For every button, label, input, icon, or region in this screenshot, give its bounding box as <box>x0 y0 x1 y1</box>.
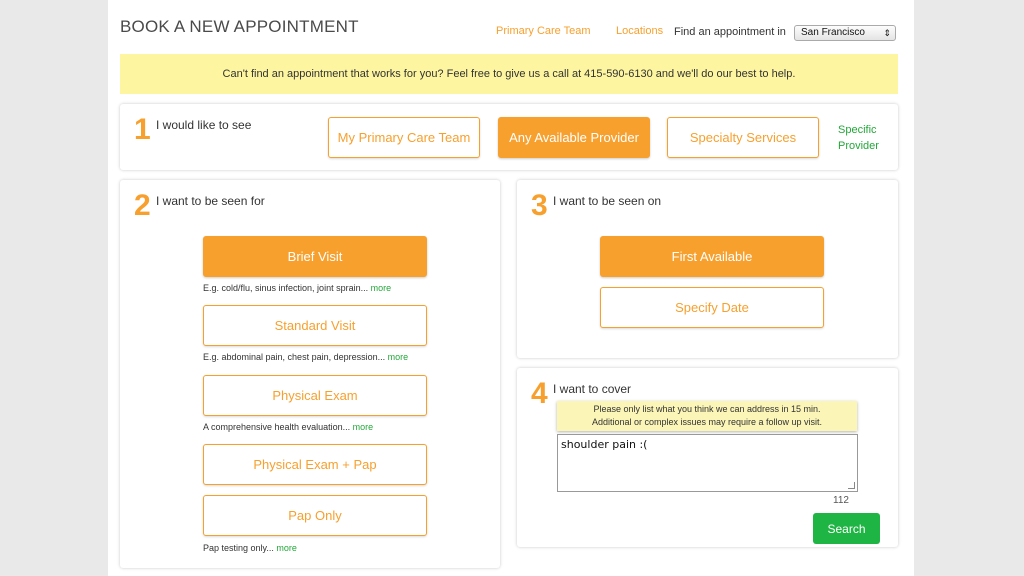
step3-card <box>517 180 898 358</box>
tooltip-line: Please only list what you think we can address in 15 min. <box>593 404 821 414</box>
character-count: 112 <box>833 495 849 506</box>
visit-hint-text: A comprehensive health evaluation... <box>203 422 351 432</box>
step-number: 3 <box>531 189 548 222</box>
help-banner: Can't find an appointment that works for you? Feel free to give us a call at 415-590-6130 and we'll do our best to help. <box>120 54 898 94</box>
visit-hint <box>203 283 391 293</box>
visit-hint-text: E.g. cold/flu, sinus infection, joint sprain... <box>203 283 369 293</box>
first-available-button[interactable]: First Available <box>600 236 824 277</box>
locations-link[interactable]: Locations <box>616 25 664 37</box>
resize-handle-icon[interactable] <box>848 482 855 489</box>
scope-tooltip <box>557 401 857 431</box>
location-select-value: San Francisco <box>801 27 865 38</box>
step4-card <box>517 368 898 547</box>
visit-pap-only-button[interactable]: Pap Only <box>203 495 427 536</box>
page-title: BOOK A NEW APPOINTMENT <box>120 17 359 36</box>
specific-provider-link[interactable] <box>838 122 879 154</box>
location-select[interactable] <box>794 25 896 41</box>
visit-hint <box>203 543 297 553</box>
specific-provider-line2: Provider <box>838 140 879 152</box>
visit-hint-text: Pap testing only... <box>203 543 274 553</box>
step-number: 2 <box>134 189 151 222</box>
more-link[interactable]: more <box>370 283 392 293</box>
visit-physical-exam-pap-button[interactable]: Physical Exam + Pap <box>203 444 427 485</box>
select-arrows-icon: ⇕ <box>883 28 891 38</box>
visit-hint-text: E.g. abdominal pain, chest pain, depression... <box>203 352 386 362</box>
page <box>108 0 914 576</box>
visit-standard-button[interactable]: Standard Visit <box>203 305 427 346</box>
option-specialty-services[interactable]: Specialty Services <box>667 117 819 158</box>
step1-card <box>120 104 898 170</box>
option-my-primary-care-team[interactable]: My Primary Care Team <box>328 117 480 158</box>
specify-date-button[interactable]: Specify Date <box>600 287 824 328</box>
visit-hint <box>203 352 408 362</box>
option-any-available-provider[interactable]: Any Available Provider <box>498 117 650 158</box>
visit-brief-button[interactable]: Brief Visit <box>203 236 427 277</box>
step4-label: I want to cover <box>553 382 632 396</box>
primary-care-team-link[interactable]: Primary Care Team <box>496 25 591 37</box>
more-link[interactable]: more <box>387 352 409 362</box>
tooltip-line: Additional or complex issues may require a follow up visit. <box>591 417 823 427</box>
more-link[interactable]: more <box>352 422 374 432</box>
more-link[interactable]: more <box>276 543 297 553</box>
step-number: 1 <box>134 113 151 146</box>
search-button[interactable]: Search <box>813 513 880 544</box>
visit-physical-exam-button[interactable]: Physical Exam <box>203 375 427 416</box>
step-number: 4 <box>531 377 548 410</box>
find-appointment-label: Find an appointment in <box>674 26 786 38</box>
step2-card <box>120 180 500 568</box>
step3-label: I want to be seen on <box>553 194 662 208</box>
step2-label: I want to be seen for <box>156 194 265 208</box>
step1-label: I would like to see <box>156 118 252 132</box>
specific-provider-line1: Specific <box>838 124 877 136</box>
concerns-textarea[interactable] <box>557 434 858 492</box>
visit-hint <box>203 422 373 432</box>
